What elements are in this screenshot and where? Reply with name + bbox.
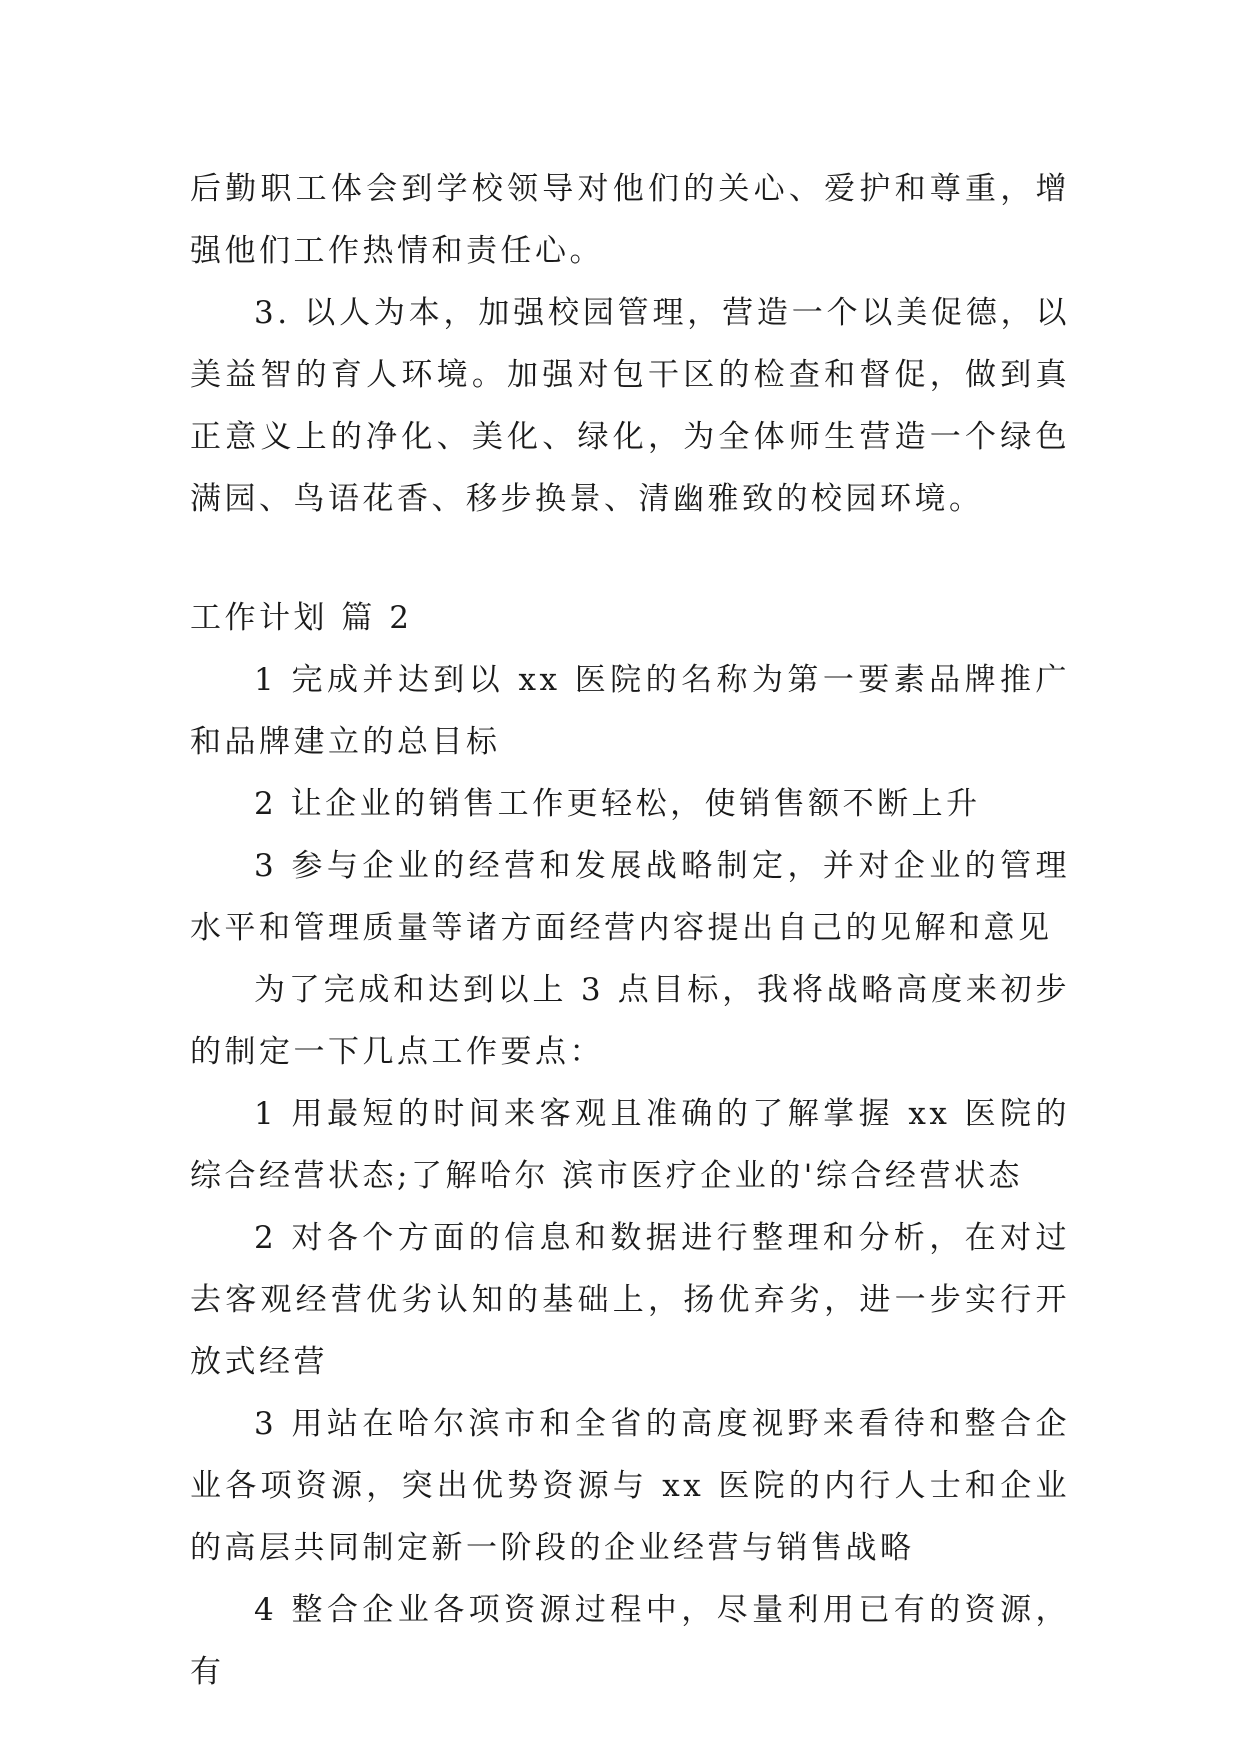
paragraph-goal-3: 3 参与企业的经营和发展战略制定，并对企业的管理水平和管理质量等诸方面经营内容提出自己的见解和意见 — [190, 848, 1070, 946]
paragraph-campus-environment: 3. 以人为本，加强校园管理，营造一个以美促德，以美益智的育人环境。加强对包干区的检查和督促，做到真正意义上的净化、美化、绿化，为全体师生营造一个绿色满园、鸟语花香、移步换景、清幽雅致的校园环境。 — [190, 295, 1070, 517]
paragraph-intro-points: 为了完成和达到以上 3 点目标，我将战略高度来初步的制定一下几点工作要点： — [190, 972, 1070, 1070]
paragraph-point-1: 1 用最短的时间来客观且准确的了解掌握 xx 医院的综合经营状态;了解哈尔 滨市医疗企业的'综合经营状态 — [190, 1096, 1070, 1194]
paragraph-point-2: 2 对各个方面的信息和数据进行整理和分析，在对过去客观经营优劣认知的基础上，扬优弃劣，进一步实行开放式经营 — [190, 1220, 1070, 1380]
paragraph-point-3: 3 用站在哈尔滨市和全省的高度视野来看待和整合企业各项资源，突出优势资源与 xx 医院的内行人士和企业的高层共同制定新一阶段的企业经营与销售战略 — [190, 1406, 1070, 1566]
section-heading: 工作计划 篇 2 — [190, 600, 413, 636]
paragraph-point-4: 4 整合企业各项资源过程中，尽量利用已有的资源，有 — [190, 1592, 1070, 1690]
paragraph-goal-2: 2 让企业的销售工作更轻松，使销售额不断上升 — [254, 786, 981, 822]
paragraph-goal-1: 1 完成并达到以 xx 医院的名称为第一要素品牌推广和品牌建立的总目标 — [190, 662, 1070, 760]
document-page — [190, 158, 1070, 1703]
paragraph-continuation: 后勤职工体会到学校领导对他们的关心、爱护和尊重，增强他们工作热情和责任心。 — [190, 171, 1070, 269]
